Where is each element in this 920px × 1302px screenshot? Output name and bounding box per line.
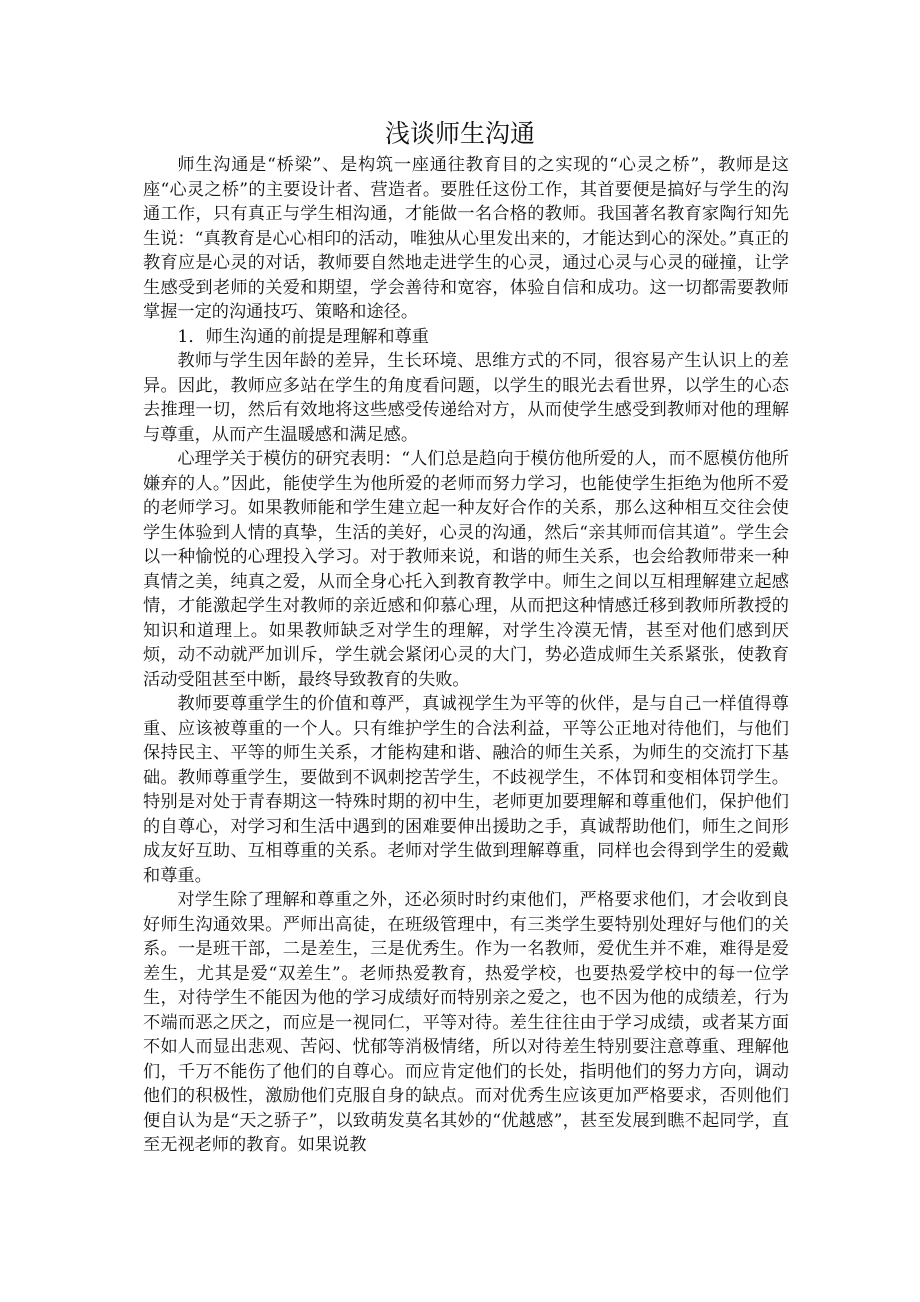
- document-title: 浅谈师生沟通: [384, 119, 535, 148]
- paragraph-understanding: 教师与学生因年龄的差异，生长环境、思维方式的不同，很容易产生认识上的差异。因此，教师应多站在学生的角度看问题，以学生的眼光去看世界，以学生的心态去推理一切，然后有效地将这些感受传递给对方，从而使学生感受到教师对他的理解与尊重，从而产生温暖感和满足感。: [143, 351, 789, 445]
- paragraph-intro: 师生沟通是“桥梁”、是构筑一座通往教育目的之实现的“心灵之桥”，教师是这座“心灵之桥”的主要设计者、营造者。要胜任这份工作，其首要便是搞好与学生的沟通工作，只有真正与学生相沟通，才能做一名合格的教师。我国著名教育家陶行知先生说：“真教育是心心相印的活动，唯独从心里发出来的，才能达到心的深处。”真正的教育应是心灵的对话，教师要自然地走进学生的心灵，通过心灵与心灵的碰撞，让学生感受到老师的关爱和期望，学会善待和宽容，体验自信和成功。这一切都需要教师掌握一定的沟通技巧、策略和途径。: [143, 155, 789, 322]
- paragraph-imitation-research: 心理学关于模仿的研究表明：“人们总是趋向于模仿他所爱的人，而不愿模仿他所嫌弃的人。”因此，能使学生为他所爱的老师而努力学习，也能使学生拒绝为他所不爱的老师学习。如果教师能和学生建立起一种友好合作的关系，那么这种相互交往会使学生体验到人情的真挚，生活的美好，心灵的沟通，然后“亲其师而信其道”。学生会以一种愉悦的心理投入学习。对于教师来说，和谐的师生关系，也会给教师带来一种真情之美，纯真之爱，从而全身心托入到教育教学中。师生之间以互相理解建立起感情，才能激起学生对教师的亲近感和仰慕心理，从而把这种情感迁移到教师所教授的知识和道理上。如果教师缺乏对学生的理解，对学生冷漠无情，甚至对他们感到厌烦，动不动就严加训斥，学生就会紧闭心灵的大门，势必造成师生关系紧张，使教育活动受阻甚至中断，最终导致教育的失败。: [143, 449, 789, 690]
- section-heading-1: 1．师生沟通的前提是理解和尊重: [177, 326, 429, 347]
- paragraph-respect: 教师要尊重学生的价值和尊严，真诚视学生为平等的伙伴，是与自己一样值得尊重、应该被尊重的一个人。只有维护学生的合法利益，平等公正地对待他们，与他们保持民主、平等的师生关系，才能构建和谐、融洽的师生关系，为师生的交流打下基础。教师尊重学生，要做到不讽刺挖苦学生，不歧视学生，不体罚和变相体罚学生。特别是对处于青春期这一特殊时期的初中生，老师更加要理解和尊重他们，保护他们的自尊心，对学习和生活中遇到的困难要伸出援助之手，真诚帮助他们，师生之间形成友好互助、互相尊重的关系。老师对学生做到理解尊重，同样也会得到学生的爱戴和尊重。: [143, 694, 789, 886]
- document-body: [143, 153, 789, 1158]
- paragraph-strict-requirements: 对学生除了理解和尊重之外，还必须时时约束他们，严格要求他们，才会收到良好师生沟通效果。严师出高徒，在班级管理中，有三类学生要特别处理好与他们的关系。一是班干部，二是差生，三是优秀生。作为一名教师，爱优生并不难，难得是爱差生，尤其是爱“双差生”。老师热爱教育，热爱学校，也要热爱学校中的每一位学生，对待学生不能因为他的学习成绩好而特别亲之爱之，也不因为他的成绩差，行为不端而恶之厌之，而应是一视同仁，平等对待。差生往往由于学习成绩，或者某方面不如人而显出悲观、苦闷、忧郁等消极情绪，所以对待差生特别要注意尊重、理解他们，千万不能伤了他们的自尊心。而应肯定他们的长处，指明他们的努力方向，调动他们的积极性，激励他们克服自身的缺点。而对优秀生应该更加严格要求，否则他们便自认为是“天之骄子”，以致萌发莫名其妙的“优越感”，甚至发展到瞧不起同学，直至无视老师的教育。如果说教: [143, 890, 789, 1155]
